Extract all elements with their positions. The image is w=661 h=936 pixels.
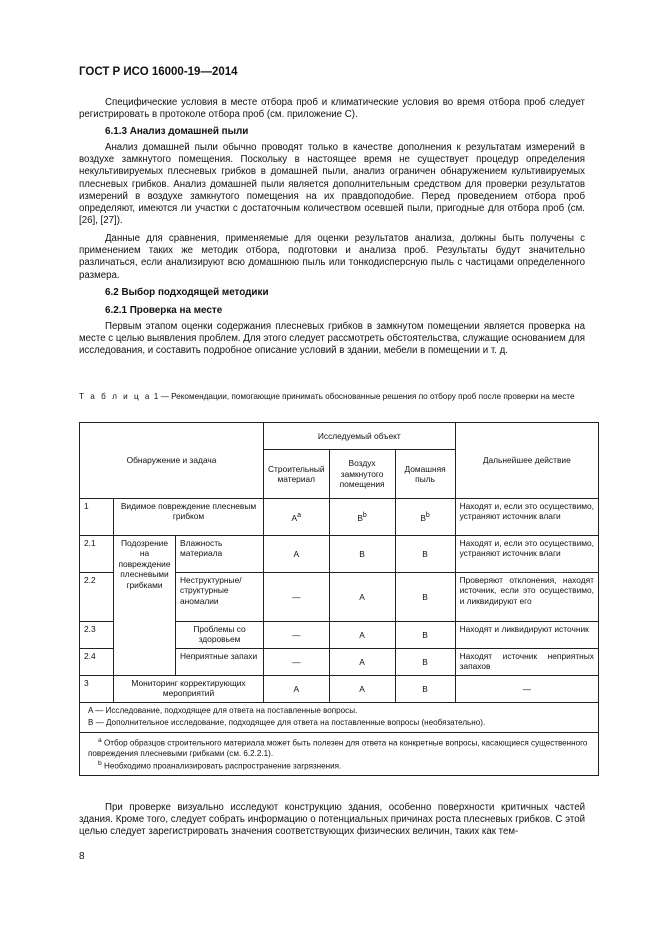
table-row: 1 Видимое повреждение плесневым грибком $A^a$ $B^b$ $B^b$ Находят и, если это осуществимо, устраняют источник влаги	[80, 499, 599, 536]
recommendations-table	[79, 422, 599, 776]
table-row: 2.4 Неприятные запахи — A B Находят источник неприятных запахов	[80, 649, 599, 676]
paragraph-sampling-conditions: Специфические условия в месте отбора проб и климатические условия во время отбора проб следует регистрировать в протоколе отбора проб (см. приложение С).	[79, 97, 585, 121]
footnote-b: $^b$ Необходимо проанализировать распространение загрязнения.	[98, 760, 342, 771]
paragraph-comparison-data: Данные для сравнения, применяемые для оценки результатов анализа, должны быть получены с применением таких же методик отбора, подготовки и анализа проб. Результаты будут значительно различаться, если анализируют всю домашнюю пыль или тонкодисперсную пыль с частицами определенного размера.	[79, 233, 585, 281]
header-material: Строительный материал	[264, 450, 330, 499]
legend-a: A — Исследование, подходящее для ответа на поставленные вопросы.	[88, 706, 358, 715]
group-label-suspicion: Подозрение на повреждение плесневыми грибками	[114, 536, 176, 676]
header-action: Дальнейшее действие	[455, 423, 598, 499]
paragraph-house-dust: Анализ домашней пыли обычно проводят только в качестве дополнения к результатам измерений в воздухе замкнутого помещения. Поскольку в настоящее время не существует процедур определения некультивируемых плесневых грибков в домашней пыли, анализ ограничен обнаружением культивируемых плесневых грибков. Анализ домашней пыли является дополнительным средством для проверки результатов измерений в воздухе замкнутого помещения на их правдоподобие. Перед проведением отбора проб определяют, имеются ли участки с достаточным количеством осевшей пыли, пригодные для отбора проб (см. [26], [27]).	[79, 142, 585, 227]
table-footnotes-row	[80, 732, 599, 776]
section-heading-6-1-3: 6.1.3 Анализ домашней пыли	[105, 126, 249, 137]
section-heading-6-2: 6.2 Выбор подходящей методики	[105, 287, 269, 298]
table-legend-row	[80, 703, 599, 733]
document-header: ГОСТ Р ИСО 16000-19—2014	[79, 66, 238, 78]
table-caption: Т а б л и ц а 1 — Рекомендации, помогающие принимать обоснованные решения по отбору проб после проверки на месте	[79, 392, 575, 401]
header-air: Воздух замкнутого помещения	[329, 450, 395, 499]
section-heading-6-2-1: 6.2.1 Проверка на месте	[105, 305, 223, 316]
table-header-row	[80, 423, 599, 450]
paragraph-site-inspection: Первым этапом оценки содержания плесневых грибков в замкнутом помещении является проверка на месте с целью выявления проблем. Для этого следует рассмотреть обстоятельства, служащие основанием для исследования, и составить подробное описание условий в здании, мебели в помещении и т. д.	[79, 321, 585, 357]
footnote-a: $^a$ Отбор образцов строительного материала может быть полезен для ответа на конкретные вопросы, касающиеся существенного повреждения плесневыми грибками (см. 6.2.2.1).	[88, 736, 588, 758]
header-object: Исследуемый объект	[264, 423, 456, 450]
table-row: 2.2 Неструктурные/структурные аномалии — A B Проверяют отклонения, находят источник, если это осуществимо, и ликвидируют его	[80, 573, 599, 622]
page-number: 8	[79, 851, 85, 862]
header-task: Обнаружение и задача	[80, 423, 264, 499]
header-dust: Домашняя пыль	[395, 450, 455, 499]
table-row: 3 Мониторинг корректирующих мероприятий A A B —	[80, 676, 599, 703]
table-row: 2.3 Проблемы со здоровьем — A B Находят и ликвидируют источник	[80, 622, 599, 649]
legend-b: B — Дополнительное исследование, подходящее для ответа на поставленные вопросы (необязательно).	[88, 718, 486, 728]
paragraph-visual-inspection: При проверке визуально исследуют конструкцию здания, особенно поверхности критичных частей здания. Кроме того, следует собрать информацию о потенциальных причинах роста плесневых грибков. С этой целью следует зарегистрировать значения соответствующих физических величин, таких как тем-	[79, 802, 585, 838]
table-row: 2.1 Подозрение на повреждение плесневыми грибками Влажность материала A B B Находят и, если это осуществимо, устраняют источник влаги	[80, 536, 599, 573]
